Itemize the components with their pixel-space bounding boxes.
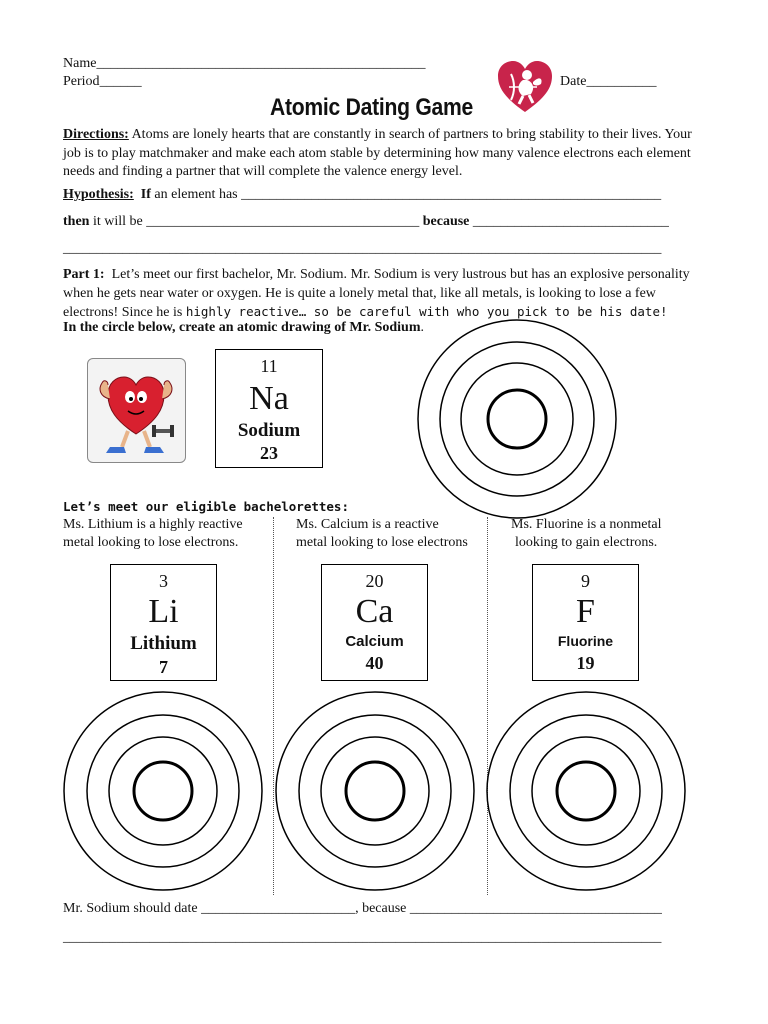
conclusion-blank-1[interactable]: ______________________ [201, 901, 356, 916]
lithium-element-tile [110, 564, 217, 681]
part1-text-2: Mr. Sodium is very lustrous but has an explosive personality when he gets near water or oxygen. He is quite a lonely metal that, like all metals, is looking to lose a few electrons! Since he is [63, 267, 690, 320]
lithium-atomic-number: 3 [159, 571, 168, 591]
sodium-element-tile [215, 349, 323, 468]
hypothesis-blank-2[interactable]: _______________________________________ [146, 214, 420, 229]
calcium-atomic-number: 20 [365, 571, 384, 591]
instruction-end: . [420, 320, 424, 335]
part1-text-3: highly reactive… so be careful with who you pick to be his date! [185, 304, 668, 319]
fluorine-atom-diagram[interactable] [486, 691, 686, 891]
shell-ring [532, 737, 640, 845]
shell-ring [418, 320, 616, 518]
date-label: Date [560, 74, 587, 89]
shell-ring [64, 692, 262, 890]
name-line[interactable]: _______________________________________________ [96, 56, 426, 71]
cupid-heart-icon [497, 60, 553, 114]
fluorine-element-tile [532, 564, 639, 681]
directions-text: Atoms are lonely hearts that are constantly in search of partners to bring stability to their lives. Your job is to play matchmaker and make each atom stable by determining how many valence electrons each element needs and finding a partner that will complete the valence energy level. [63, 127, 692, 179]
sodium-symbol: Na [249, 380, 289, 417]
part1-instruction [63, 320, 424, 336]
lithium-mass: 7 [159, 657, 168, 677]
lithium-desc-1: Ms. Lithium is a highly reactive [63, 517, 243, 532]
column-divider [273, 517, 274, 895]
nucleus-ring [488, 390, 546, 448]
hypothesis-label: Hypothesis: [63, 187, 134, 202]
date-line[interactable]: __________ [586, 74, 657, 89]
lithium-symbol: Li [148, 593, 179, 630]
nucleus-ring [134, 762, 192, 820]
shell-ring [299, 715, 451, 867]
conclusion-blank-3[interactable]: __________________________________________________________________________________________ [63, 929, 662, 944]
conclusion-line-1 [63, 901, 662, 917]
then-word: then [63, 214, 90, 229]
directions-label: Directions: [63, 127, 129, 142]
fluorine-desc-2: looking to gain electrons. [515, 535, 658, 550]
directions-paragraph [63, 126, 703, 182]
shell-ring [321, 737, 429, 845]
conclusion-blank-2[interactable]: ____________________________________ [409, 901, 662, 916]
conclusion-text-2: , because [355, 901, 410, 916]
because-word: because [422, 214, 470, 229]
shell-ring [487, 692, 685, 890]
fluorine-name: Fluorine [557, 633, 614, 649]
date-field[interactable] [560, 74, 656, 90]
hypothesis-blank-1[interactable]: ____________________________________________________________ [241, 187, 662, 202]
name-field[interactable] [63, 56, 425, 72]
period-label: Period [63, 74, 100, 89]
fluorine-atomic-number: 9 [581, 571, 590, 591]
calcium-desc-1: Ms. Calcium is a reactive [296, 517, 439, 532]
period-line[interactable]: ______ [99, 74, 142, 89]
nucleus-ring [557, 762, 615, 820]
name-label: Name [63, 56, 97, 71]
period-field[interactable] [63, 74, 142, 90]
calcium-element-tile [321, 564, 428, 681]
conclusion-text-1: Mr. Sodium should date [63, 901, 202, 916]
then-rest: it will be [89, 214, 147, 229]
part1-text-1: Let’s meet our first bachelor, Mr. Sodium. [111, 267, 348, 282]
fluorine-desc-1: Ms. Fluorine is a nonmetal [511, 517, 662, 532]
part1-paragraph [63, 266, 703, 323]
instruction-text: In the circle below, create an atomic drawing of Mr. Sodium [63, 320, 421, 335]
part1-label: Part 1: [63, 267, 105, 282]
hypothesis-line-1 [63, 187, 661, 203]
nucleus-ring [346, 762, 404, 820]
hypothesis-blank-4[interactable]: __________________________________________________________________________________________ [63, 240, 662, 255]
shell-ring [440, 342, 594, 496]
fluorine-symbol: F [576, 593, 595, 630]
hypothesis-line-2 [63, 214, 669, 230]
sodium-name: Sodium [237, 420, 301, 441]
lithium-desc-2: metal looking to lose electrons. [63, 535, 239, 550]
page-title: Atomic Dating Game [270, 94, 473, 121]
calcium-symbol: Ca [355, 593, 394, 630]
fluorine-mass: 19 [576, 653, 595, 673]
shell-ring [276, 692, 474, 890]
muscle-heart-icon [88, 359, 185, 462]
calcium-atom-diagram[interactable] [275, 691, 475, 891]
sodium-atomic-number: 11 [260, 356, 278, 376]
bachelorettes-heading: Let’s meet our eligible bachelorettes: [63, 499, 349, 514]
calcium-name: Calcium [345, 633, 404, 650]
if-word: If [140, 187, 151, 202]
shell-ring [87, 715, 239, 867]
shell-ring [510, 715, 662, 867]
shell-ring [109, 737, 217, 845]
if-rest: an element has [150, 187, 242, 202]
muscle-heart-picture [87, 358, 186, 463]
shell-ring [461, 363, 573, 475]
hypothesis-blank-3[interactable]: ____________________________ [472, 214, 669, 229]
calcium-mass: 40 [365, 653, 384, 673]
lithium-name: Lithium [130, 633, 197, 654]
sodium-atom-diagram[interactable] [417, 319, 617, 519]
calcium-desc-2: metal looking to lose electrons [296, 535, 468, 550]
lithium-atom-diagram[interactable] [63, 691, 263, 891]
sodium-mass: 23 [260, 443, 278, 463]
